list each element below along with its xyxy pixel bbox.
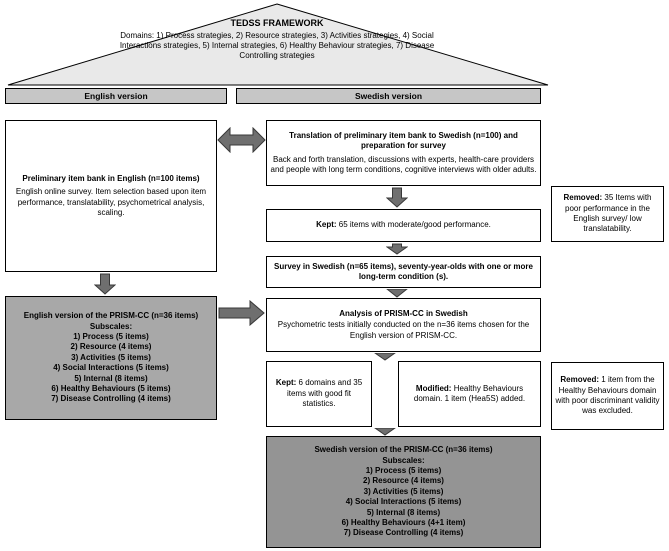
english-prism-title: English version of the PRISM-CC (n=36 items) (23, 311, 199, 321)
swedish-prism-subscales (342, 466, 466, 539)
subscale-item: 4) Social Interactions (5 items) (53, 363, 169, 373)
english-version-header: English version (5, 88, 227, 104)
english-item-bank-title: Preliminary item bank in English (n=100 items) (22, 173, 200, 183)
english-item-bank-body: English online survey. Item selection based upon item performance, translatability, psychometrical analysis, scaling. (15, 187, 207, 217)
removed-1-item-box (551, 362, 664, 430)
kept-65-text: Kept: 65 items with moderate/good performance. (316, 220, 491, 230)
down-arrow-icon (386, 289, 408, 298)
subscale-item: 1) Process (5 items) (365, 466, 442, 476)
down-arrow-icon (94, 273, 116, 295)
kept-6-domains-text: Kept: 6 domains and 35 items with good fit statistics. (275, 378, 363, 409)
survey-box (266, 256, 541, 288)
kept-6-domains-box (266, 361, 372, 427)
swedish-prism-title: Swedish version of the PRISM-CC (n=36 items) (314, 445, 493, 455)
framework-text (100, 18, 454, 62)
translation-title: Translation of preliminary item bank to Swedish (n=100) and preparation for survey (289, 130, 518, 151)
framework-title: TEDSS FRAMEWORK (230, 18, 324, 28)
english-prism-subscales (51, 332, 171, 405)
subscale-item: 2) Resource (4 items) (363, 476, 444, 486)
subscale-item: 5) Internal (8 items) (74, 373, 148, 383)
framework-domains: Domains: 1) Process strategies, 2) Resource strategies, 3) Activities strategies, 4) Social Interactions strategies, 5) Internal strategies, 6) Healthy Behaviour strategies, 7) Disease Controlling strategies (119, 31, 435, 61)
subscale-item: 3) Activities (5 items) (363, 486, 444, 496)
english-item-bank-box (5, 120, 217, 272)
survey-title: Survey in Swedish (n=65 items), seventy-year-olds with one or more long-term condition (s). (274, 261, 533, 281)
english-prism-box (5, 296, 217, 420)
down-arrow-icon (386, 243, 408, 255)
swedish-prism-box (266, 436, 541, 548)
analysis-title: Analysis of PRISM-CC in Swedish (339, 308, 468, 318)
down-arrow-icon (386, 187, 408, 208)
modified-text: Modified: Healthy Behaviours domain. 1 item (Hea5S) added. (413, 383, 526, 403)
right-arrow-icon (218, 300, 265, 326)
subscale-item: 5) Internal (8 items) (366, 507, 441, 517)
subscale-item: 6) Healthy Behaviours (5 items) (51, 383, 171, 393)
translation-box (266, 120, 541, 186)
bidirectional-arrow-icon (217, 127, 266, 153)
subscale-item: 2) Resource (4 items) (70, 342, 152, 352)
removed-35-items-box (551, 186, 664, 242)
analysis-body: Psychometric tests initially conducted on the n=36 items chosen for the English version of PRISM-CC. (277, 320, 530, 340)
translation-body: Back and forth translation, discussions with experts, health-care providers and people with long term conditions, cognitive interviews with older adults. (270, 154, 537, 174)
down-arrow-icon (374, 428, 396, 436)
analysis-box (266, 298, 541, 352)
subscale-item: 1) Process (5 items) (73, 332, 149, 342)
kept-65-box (266, 209, 541, 242)
swedish-version-header: Swedish version (236, 88, 541, 104)
subscale-item: 6) Healthy Behaviours (4+1 item) (341, 517, 466, 527)
removed-1-item-text: Removed: 1 item from the Healthy Behaviours domain with poor discriminant validity was excluded. (555, 375, 660, 416)
subscale-item: 3) Activities (5 items) (71, 352, 151, 362)
subscale-item: 7) Disease Controlling (4 items) (343, 528, 464, 538)
english-prism-subscales-label: Subscales: (89, 321, 133, 331)
modified-box (398, 361, 541, 427)
swedish-prism-subscales-label: Subscales: (382, 455, 425, 465)
removed-35-items-text: Removed: 35 Items with poor performance in the English survey/ low translatability. (563, 193, 652, 234)
subscale-item: 4) Social Interactions (5 items) (345, 497, 462, 507)
subscale-item: 7) Disease Controlling (4 items) (51, 394, 171, 404)
down-arrow-icon (374, 353, 396, 361)
